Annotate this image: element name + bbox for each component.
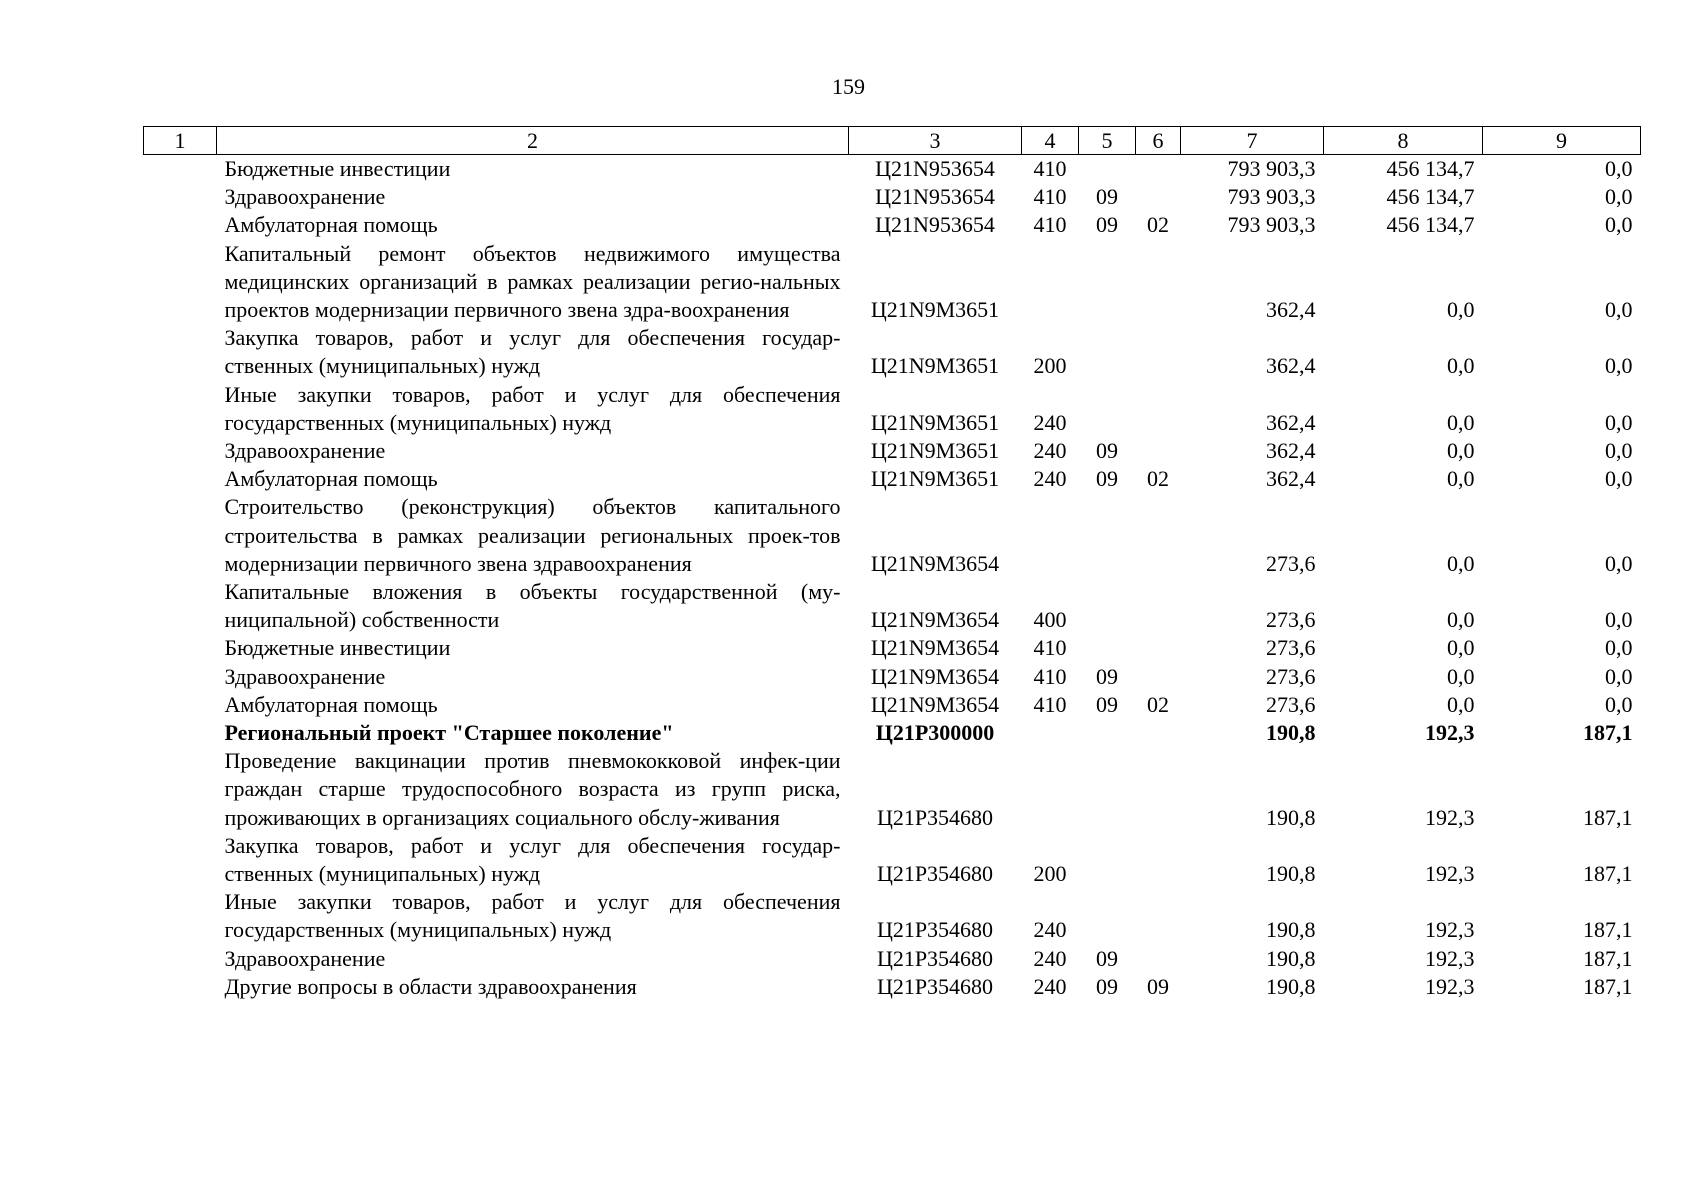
cell-col1 [144, 719, 217, 747]
subsection [1136, 240, 1181, 325]
row-name: Бюджетные инвестиции [224, 156, 451, 181]
section [1079, 888, 1136, 944]
cell-col1 [144, 437, 217, 465]
amount-year-3: 0,0 [1605, 409, 1633, 435]
target-code: Ц21N9M3651 [870, 297, 1000, 323]
row-name: Региональный проект "Старшее поколение" [224, 720, 674, 746]
table-row [144, 155, 1641, 184]
table-row [144, 437, 1641, 465]
row-name: Закупка товаров, работ и услуг для обеспечения государ-ственных (муниципальных) нужд [224, 832, 841, 887]
subsection [1136, 634, 1181, 662]
expense-type: 240 [1033, 973, 1067, 999]
section: 09 [1096, 438, 1118, 464]
expense-type [1022, 240, 1079, 325]
expense-type: 200 [1033, 861, 1067, 887]
amount-year-2: 192,3 [1425, 917, 1475, 943]
amount-year-2: 192,3 [1425, 804, 1475, 830]
row-name: Бюджетные инвестиции [224, 635, 451, 661]
row-name: Строительство (реконструкция) объектов капитального строительства в рамках реализации региональных проек-тов модернизации первичного звена здравоохранения [224, 494, 841, 576]
subsection [1136, 493, 1181, 578]
target-code: Ц21N9M3654 [870, 691, 1000, 717]
amount-year-1: 273,6 [1266, 607, 1316, 633]
expense-type: 240 [1033, 466, 1067, 492]
amount-year-1: 190,8 [1266, 917, 1316, 943]
column-header-3: 3 [849, 127, 1022, 155]
expense-type: 410 [1033, 156, 1067, 181]
target-code: Ц21N9M3651 [870, 438, 1000, 464]
table-row [144, 747, 1641, 832]
amount-year-2: 192,3 [1425, 973, 1475, 999]
amount-year-3: 0,0 [1605, 550, 1633, 576]
row-name: Здравоохранение [224, 945, 386, 971]
table-row [144, 719, 1641, 747]
table-row [144, 888, 1641, 944]
section [1079, 240, 1136, 325]
cell-col1 [144, 973, 217, 1001]
column-header-6: 6 [1136, 127, 1181, 155]
cell-col1 [144, 183, 217, 211]
section: 09 [1096, 184, 1118, 210]
cell-col1 [144, 211, 217, 239]
expense-type: 410 [1033, 184, 1067, 210]
section: 09 [1096, 973, 1118, 999]
amount-year-2: 456 134,7 [1386, 184, 1475, 210]
table-row [144, 663, 1641, 691]
section: 09 [1096, 663, 1118, 689]
expense-type: 410 [1033, 663, 1067, 689]
subsection [1136, 888, 1181, 944]
cell-col1 [144, 634, 217, 662]
amount-year-2: 0,0 [1447, 297, 1475, 323]
amount-year-2: 456 134,7 [1386, 156, 1475, 181]
column-header-2: 2 [217, 127, 849, 155]
section: 09 [1096, 691, 1118, 717]
target-code: Ц21P354680 [876, 945, 994, 971]
section [1079, 747, 1136, 832]
subsection: 02 [1147, 691, 1169, 717]
subsection [1136, 183, 1181, 211]
amount-year-1: 273,6 [1266, 635, 1316, 661]
row-name: Иные закупки товаров, работ и услуг для обеспечения государственных (муниципальных) нужд [224, 381, 841, 435]
target-code: Ц21N9M3654 [870, 635, 1000, 661]
column-header-7: 7 [1181, 127, 1324, 155]
column-header-9: 9 [1483, 127, 1641, 155]
section [1079, 381, 1136, 437]
amount-year-3: 187,1 [1583, 861, 1633, 887]
column-header-8: 8 [1324, 127, 1483, 155]
amount-year-2: 0,0 [1447, 466, 1475, 492]
amount-year-1: 190,8 [1266, 973, 1316, 999]
cell-col1 [144, 493, 217, 578]
section [1079, 719, 1136, 747]
target-code: Ц21P354680 [876, 861, 994, 887]
cell-col1 [144, 747, 217, 832]
amount-year-1: 362,4 [1266, 438, 1316, 464]
amount-year-3: 0,0 [1605, 184, 1633, 210]
section [1079, 832, 1136, 888]
amount-year-3: 187,1 [1583, 917, 1633, 943]
table-row [144, 945, 1641, 973]
subsection [1136, 747, 1181, 832]
amount-year-3: 187,1 [1583, 720, 1633, 746]
expense-type: 200 [1033, 353, 1067, 379]
page-number: 159 [832, 74, 865, 99]
amount-year-3: 0,0 [1605, 691, 1633, 717]
cell-col1 [144, 381, 217, 437]
expense-type: 240 [1033, 917, 1067, 943]
amount-year-3: 0,0 [1605, 607, 1633, 633]
amount-year-2: 0,0 [1447, 438, 1475, 464]
subsection [1136, 381, 1181, 437]
amount-year-2: 0,0 [1447, 691, 1475, 717]
subsection [1136, 437, 1181, 465]
row-name: Амбулаторная помощь [224, 691, 438, 717]
amount-year-1: 793 903,3 [1227, 184, 1316, 210]
subsection: 02 [1147, 466, 1169, 492]
section [1079, 324, 1136, 380]
expense-type: 410 [1033, 212, 1067, 238]
cell-col1 [144, 691, 217, 719]
table-row [144, 465, 1641, 493]
expense-type [1022, 719, 1079, 747]
amount-year-2: 0,0 [1447, 550, 1475, 576]
table-row [144, 493, 1641, 578]
amount-year-1: 362,4 [1266, 297, 1316, 323]
row-name: Иные закупки товаров, работ и услуг для обеспечения государственных (муниципальных) нужд [224, 889, 841, 943]
subsection [1136, 832, 1181, 888]
subsection [1136, 324, 1181, 380]
target-code: Ц21N9M3651 [870, 409, 1000, 435]
amount-year-2: 192,3 [1425, 720, 1475, 746]
table-body [144, 155, 1641, 1002]
expense-type [1022, 493, 1079, 578]
amount-year-2: 0,0 [1447, 409, 1475, 435]
table-row [144, 832, 1641, 888]
cell-col1 [144, 663, 217, 691]
cell-col1 [144, 155, 217, 184]
target-code: Ц21N9M3651 [870, 353, 1000, 379]
table-row [144, 211, 1641, 239]
target-code: Ц21N9M3651 [870, 466, 1000, 492]
section: 09 [1096, 945, 1118, 971]
amount-year-1: 362,4 [1266, 409, 1316, 435]
subsection [1136, 155, 1181, 184]
expense-type: 410 [1033, 691, 1067, 717]
section [1079, 493, 1136, 578]
cell-col1 [144, 888, 217, 944]
row-name: Капитальный ремонт объектов недвижимого имущества медицинских организаций в рамках реализации регио-нальных проектов модернизации первичного звена здра-воохранения [224, 240, 841, 323]
row-name: Закупка товаров, работ и услуг для обеспечения государ-ственных (муниципальных) нужд [224, 325, 841, 379]
section: 09 [1096, 212, 1118, 238]
amount-year-1: 273,6 [1266, 691, 1316, 717]
amount-year-1: 793 903,3 [1227, 156, 1316, 181]
expense-type: 410 [1033, 635, 1067, 661]
budget-table [143, 126, 1641, 1001]
amount-year-1: 190,8 [1266, 945, 1316, 971]
target-code: Ц21N953654 [875, 156, 995, 181]
target-code: Ц21N9M3654 [870, 550, 1000, 576]
amount-year-3: 187,1 [1583, 973, 1633, 999]
amount-year-2: 0,0 [1447, 607, 1475, 633]
amount-year-3: 0,0 [1605, 438, 1633, 464]
cell-col1 [144, 578, 217, 634]
amount-year-3: 0,0 [1605, 353, 1633, 379]
cell-col1 [144, 240, 217, 325]
row-name: Амбулаторная помощь [224, 212, 438, 238]
cell-col1 [144, 945, 217, 973]
column-header-4: 4 [1022, 127, 1079, 155]
subsection [1136, 663, 1181, 691]
target-code: Ц21N953654 [875, 184, 995, 210]
row-name: Другие вопросы в области здравоохранения [224, 973, 637, 999]
amount-year-1: 273,6 [1266, 550, 1316, 576]
table-row [144, 634, 1641, 662]
amount-year-2: 456 134,7 [1386, 212, 1475, 238]
expense-type: 400 [1033, 607, 1067, 633]
amount-year-2: 0,0 [1447, 635, 1475, 661]
column-number-header [144, 127, 1641, 155]
table-row [144, 324, 1641, 380]
table-row [144, 183, 1641, 211]
amount-year-3: 0,0 [1605, 663, 1633, 689]
amount-year-1: 190,8 [1266, 720, 1316, 746]
subsection [1136, 719, 1181, 747]
table-row [144, 973, 1641, 1001]
expense-type: 240 [1033, 409, 1067, 435]
amount-year-3: 0,0 [1605, 212, 1633, 238]
amount-year-1: 793 903,3 [1227, 212, 1316, 238]
amount-year-2: 0,0 [1447, 353, 1475, 379]
target-code: Ц21P300000 [875, 720, 995, 746]
amount-year-3: 0,0 [1605, 156, 1633, 181]
row-name: Здравоохранение [224, 184, 386, 210]
amount-year-3: 0,0 [1605, 297, 1633, 323]
section [1079, 578, 1136, 634]
cell-col1 [144, 324, 217, 380]
section [1079, 155, 1136, 184]
amount-year-3: 187,1 [1583, 945, 1633, 971]
cell-col1 [144, 465, 217, 493]
row-name: Здравоохранение [224, 438, 386, 464]
amount-year-3: 0,0 [1605, 635, 1633, 661]
target-code: Ц21P354680 [876, 917, 994, 943]
row-name: Амбулаторная помощь [224, 466, 438, 492]
target-code: Ц21P354680 [876, 804, 994, 830]
amount-year-1: 190,8 [1266, 861, 1316, 887]
cell-col1 [144, 832, 217, 888]
expense-type: 240 [1033, 438, 1067, 464]
subsection [1136, 578, 1181, 634]
column-header-1: 1 [144, 127, 217, 155]
amount-year-1: 362,4 [1266, 466, 1316, 492]
table-row [144, 381, 1641, 437]
amount-year-3: 187,1 [1583, 804, 1633, 830]
amount-year-2: 0,0 [1447, 663, 1475, 689]
row-name: Проведение вакцинации против пневмококковой инфек-ции граждан старше трудоспособного возраста из групп риска, проживающих в организациях социального обслу-живания [224, 748, 841, 830]
section: 09 [1096, 466, 1118, 492]
section [1079, 634, 1136, 662]
amount-year-2: 192,3 [1425, 861, 1475, 887]
row-name: Здравоохранение [224, 663, 386, 689]
subsection: 09 [1147, 973, 1169, 999]
table-row [144, 578, 1641, 634]
target-code: Ц21N9M3654 [870, 663, 1000, 689]
target-code: Ц21N9M3654 [870, 607, 1000, 633]
target-code: Ц21N953654 [875, 212, 995, 238]
amount-year-2: 192,3 [1425, 945, 1475, 971]
amount-year-3: 0,0 [1605, 466, 1633, 492]
subsection: 02 [1147, 212, 1169, 238]
expense-type: 240 [1033, 945, 1067, 971]
row-name: Капитальные вложения в объекты государственной (му-ниципальной) собственности [224, 579, 841, 633]
amount-year-1: 190,8 [1266, 804, 1316, 830]
amount-year-1: 362,4 [1266, 353, 1316, 379]
expense-type [1022, 747, 1079, 832]
table-row [144, 240, 1641, 325]
amount-year-1: 273,6 [1266, 663, 1316, 689]
target-code: Ц21P354680 [876, 973, 994, 999]
column-header-5: 5 [1079, 127, 1136, 155]
table-row [144, 691, 1641, 719]
subsection [1136, 945, 1181, 973]
